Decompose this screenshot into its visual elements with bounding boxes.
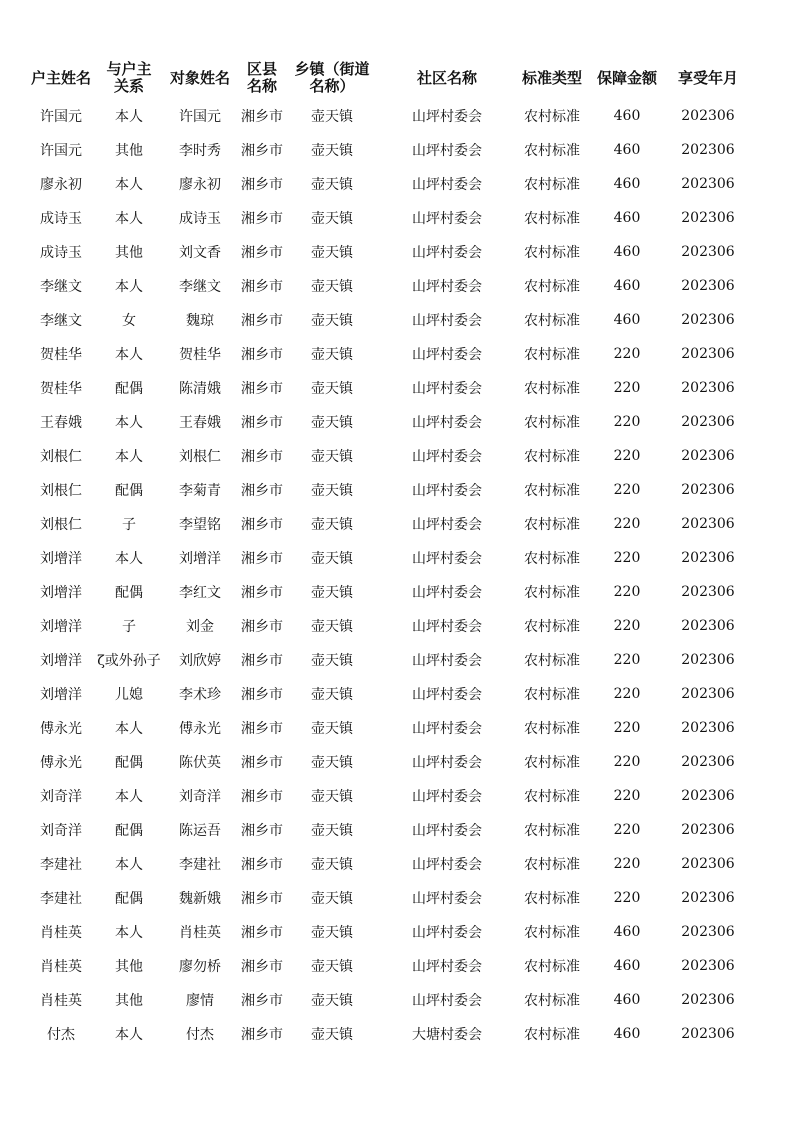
cell-community: 山坪村委会 <box>412 449 482 465</box>
cell-county: 湘乡市 <box>241 415 283 431</box>
cell-relationship: 配偶 <box>115 585 143 601</box>
cell-community: 山坪村委会 <box>412 993 482 1009</box>
cell-community: 山坪村委会 <box>412 415 482 431</box>
header-row <box>28 57 748 99</box>
table-row <box>28 303 748 337</box>
cell-household-head: 李建社 <box>40 891 82 907</box>
cell-period: 202306 <box>681 312 735 328</box>
cell-recipient-name: 廖情 <box>186 993 214 1009</box>
cell-period: 202306 <box>681 652 735 668</box>
cell-period: 202306 <box>681 686 735 702</box>
cell-relationship: 本人 <box>115 211 143 227</box>
cell-relationship: 本人 <box>115 449 143 465</box>
cell-township: 壶天镇 <box>311 823 353 839</box>
cell-county: 湘乡市 <box>241 789 283 805</box>
table-row <box>28 1017 748 1051</box>
cell-amount: 220 <box>613 618 641 634</box>
cell-amount: 460 <box>613 210 641 226</box>
cell-township: 壶天镇 <box>311 483 353 499</box>
cell-period: 202306 <box>681 176 735 192</box>
cell-standard-type: 农村标准 <box>524 143 580 159</box>
cell-community: 山坪村委会 <box>412 789 482 805</box>
cell-township: 壶天镇 <box>311 789 353 805</box>
cell-community: 山坪村委会 <box>412 551 482 567</box>
cell-amount: 460 <box>613 1026 641 1042</box>
header-amount: 保障金额 <box>596 68 657 87</box>
cell-community: 山坪村委会 <box>412 857 482 873</box>
cell-amount: 220 <box>613 686 641 702</box>
cell-relationship: 儿媳 <box>115 687 143 703</box>
cell-relationship: 本人 <box>115 721 143 737</box>
cell-household-head: 李建社 <box>40 857 82 873</box>
header-county: 区县 名称 <box>246 60 277 95</box>
table-row <box>28 201 748 235</box>
table-row <box>28 99 748 133</box>
table-row <box>28 983 748 1017</box>
cell-community: 山坪村委会 <box>412 177 482 193</box>
cell-period: 202306 <box>681 108 735 124</box>
cell-household-head: 刘增洋 <box>40 585 82 601</box>
cell-standard-type: 农村标准 <box>524 279 580 295</box>
cell-relationship: 本人 <box>115 177 143 193</box>
table-row <box>28 609 748 643</box>
cell-county: 湘乡市 <box>241 823 283 839</box>
cell-township: 壶天镇 <box>311 245 353 261</box>
cell-relationship: 配偶 <box>115 755 143 771</box>
cell-amount: 460 <box>613 312 641 328</box>
cell-standard-type: 农村标准 <box>524 585 580 601</box>
cell-standard-type: 农村标准 <box>524 449 580 465</box>
cell-recipient-name: 魏新娥 <box>179 891 221 907</box>
cell-township: 壶天镇 <box>311 517 353 533</box>
cell-standard-type: 农村标准 <box>524 109 580 125</box>
cell-relationship: ζ或外孙子 <box>97 653 161 669</box>
cell-recipient-name: 肖桂英 <box>179 925 221 941</box>
cell-relationship: 本人 <box>115 347 143 363</box>
cell-amount: 460 <box>613 958 641 974</box>
cell-period: 202306 <box>681 142 735 158</box>
cell-period: 202306 <box>681 618 735 634</box>
cell-relationship: 配偶 <box>115 891 143 907</box>
cell-standard-type: 农村标准 <box>524 619 580 635</box>
cell-relationship: 本人 <box>115 109 143 125</box>
cell-standard-type: 农村标准 <box>524 313 580 329</box>
cell-county: 湘乡市 <box>241 211 283 227</box>
cell-community: 山坪村委会 <box>412 483 482 499</box>
cell-township: 壶天镇 <box>311 687 353 703</box>
cell-community: 山坪村委会 <box>412 721 482 737</box>
cell-recipient-name: 贺桂华 <box>179 347 221 363</box>
cell-household-head: 许国元 <box>40 109 82 125</box>
cell-period: 202306 <box>681 516 735 532</box>
table-row <box>28 507 748 541</box>
cell-county: 湘乡市 <box>241 279 283 295</box>
cell-township: 壶天镇 <box>311 857 353 873</box>
cell-township: 壶天镇 <box>311 279 353 295</box>
cell-recipient-name: 李时秀 <box>179 143 221 159</box>
cell-county: 湘乡市 <box>241 551 283 567</box>
cell-standard-type: 农村标准 <box>524 687 580 703</box>
cell-community: 山坪村委会 <box>412 585 482 601</box>
cell-county: 湘乡市 <box>241 1027 283 1043</box>
cell-household-head: 刘增洋 <box>40 619 82 635</box>
cell-period: 202306 <box>681 788 735 804</box>
assistance-roster-table <box>28 57 748 1051</box>
cell-recipient-name: 李望铭 <box>179 517 221 533</box>
cell-county: 湘乡市 <box>241 585 283 601</box>
cell-township: 壶天镇 <box>311 211 353 227</box>
cell-amount: 220 <box>613 414 641 430</box>
cell-standard-type: 农村标准 <box>524 1027 580 1043</box>
cell-period: 202306 <box>681 890 735 906</box>
cell-community: 山坪村委会 <box>412 245 482 261</box>
cell-period: 202306 <box>681 584 735 600</box>
cell-county: 湘乡市 <box>241 687 283 703</box>
cell-period: 202306 <box>681 414 735 430</box>
cell-recipient-name: 刘增洋 <box>179 551 221 567</box>
cell-county: 湘乡市 <box>241 381 283 397</box>
cell-household-head: 刘根仁 <box>40 449 82 465</box>
cell-standard-type: 农村标准 <box>524 245 580 261</box>
cell-standard-type: 农村标准 <box>524 211 580 227</box>
cell-household-head: 肖桂英 <box>40 993 82 1009</box>
cell-household-head: 傅永光 <box>40 721 82 737</box>
cell-amount: 460 <box>613 924 641 940</box>
cell-county: 湘乡市 <box>241 109 283 125</box>
cell-recipient-name: 刘奇洋 <box>179 789 221 805</box>
cell-county: 湘乡市 <box>241 755 283 771</box>
cell-community: 大塘村委会 <box>412 1027 482 1043</box>
cell-township: 壶天镇 <box>311 109 353 125</box>
cell-relationship: 本人 <box>115 789 143 805</box>
cell-community: 山坪村委会 <box>412 959 482 975</box>
header-household-head-name: 户主姓名 <box>30 68 91 87</box>
cell-township: 壶天镇 <box>311 721 353 737</box>
table-row <box>28 133 748 167</box>
cell-county: 湘乡市 <box>241 619 283 635</box>
cell-amount: 220 <box>613 550 641 566</box>
cell-township: 壶天镇 <box>311 653 353 669</box>
cell-standard-type: 农村标准 <box>524 177 580 193</box>
cell-township: 壶天镇 <box>311 449 353 465</box>
cell-standard-type: 农村标准 <box>524 755 580 771</box>
cell-county: 湘乡市 <box>241 653 283 669</box>
cell-township: 壶天镇 <box>311 891 353 907</box>
cell-household-head: 刘根仁 <box>40 483 82 499</box>
table-row <box>28 167 748 201</box>
cell-period: 202306 <box>681 720 735 736</box>
cell-standard-type: 农村标准 <box>524 789 580 805</box>
cell-county: 湘乡市 <box>241 245 283 261</box>
cell-recipient-name: 李术珍 <box>179 687 221 703</box>
table-row <box>28 473 748 507</box>
cell-recipient-name: 廖勿桥 <box>179 959 221 975</box>
cell-community: 山坪村委会 <box>412 823 482 839</box>
cell-period: 202306 <box>681 856 735 872</box>
cell-recipient-name: 李继文 <box>179 279 221 295</box>
cell-recipient-name: 成诗玉 <box>179 211 221 227</box>
cell-community: 山坪村委会 <box>412 347 482 363</box>
cell-county: 湘乡市 <box>241 313 283 329</box>
cell-recipient-name: 魏琼 <box>186 313 214 329</box>
cell-county: 湘乡市 <box>241 177 283 193</box>
cell-township: 壶天镇 <box>311 381 353 397</box>
cell-amount: 220 <box>613 788 641 804</box>
cell-county: 湘乡市 <box>241 925 283 941</box>
cell-amount: 460 <box>613 142 641 158</box>
cell-period: 202306 <box>681 822 735 838</box>
cell-relationship: 本人 <box>115 551 143 567</box>
cell-amount: 220 <box>613 584 641 600</box>
cell-period: 202306 <box>681 346 735 362</box>
cell-county: 湘乡市 <box>241 959 283 975</box>
cell-recipient-name: 傅永光 <box>179 721 221 737</box>
cell-relationship: 女 <box>122 313 136 329</box>
cell-community: 山坪村委会 <box>412 687 482 703</box>
header-township: 乡镇（街道 名称） <box>294 60 370 95</box>
cell-recipient-name: 刘根仁 <box>179 449 221 465</box>
cell-household-head: 廖永初 <box>40 177 82 193</box>
table-row <box>28 779 748 813</box>
cell-recipient-name: 陈清娥 <box>179 381 221 397</box>
cell-township: 壶天镇 <box>311 755 353 771</box>
cell-standard-type: 农村标准 <box>524 415 580 431</box>
table-body <box>28 99 748 1051</box>
cell-relationship: 其他 <box>115 959 143 975</box>
cell-amount: 220 <box>613 720 641 736</box>
cell-household-head: 成诗玉 <box>40 211 82 227</box>
cell-household-head: 李继文 <box>40 313 82 329</box>
cell-community: 山坪村委会 <box>412 755 482 771</box>
cell-amount: 220 <box>613 380 641 396</box>
cell-standard-type: 农村标准 <box>524 347 580 363</box>
cell-amount: 460 <box>613 992 641 1008</box>
table-row <box>28 541 748 575</box>
cell-relationship: 配偶 <box>115 823 143 839</box>
cell-township: 壶天镇 <box>311 143 353 159</box>
cell-household-head: 刘增洋 <box>40 653 82 669</box>
cell-community: 山坪村委会 <box>412 211 482 227</box>
cell-county: 湘乡市 <box>241 517 283 533</box>
cell-household-head: 刘增洋 <box>40 551 82 567</box>
cell-community: 山坪村委会 <box>412 517 482 533</box>
cell-amount: 460 <box>613 176 641 192</box>
cell-period: 202306 <box>681 958 735 974</box>
cell-county: 湘乡市 <box>241 347 283 363</box>
cell-standard-type: 农村标准 <box>524 891 580 907</box>
cell-household-head: 肖桂英 <box>40 925 82 941</box>
cell-period: 202306 <box>681 754 735 770</box>
cell-recipient-name: 付杰 <box>186 1027 214 1043</box>
cell-township: 壶天镇 <box>311 551 353 567</box>
cell-household-head: 李继文 <box>40 279 82 295</box>
table-row <box>28 371 748 405</box>
table-row <box>28 337 748 371</box>
cell-household-head: 付杰 <box>47 1027 75 1043</box>
table-header <box>28 57 748 99</box>
cell-standard-type: 农村标准 <box>524 653 580 669</box>
cell-period: 202306 <box>681 1026 735 1042</box>
cell-community: 山坪村委会 <box>412 381 482 397</box>
cell-county: 湘乡市 <box>241 483 283 499</box>
table-row <box>28 405 748 439</box>
cell-standard-type: 农村标准 <box>524 517 580 533</box>
cell-township: 壶天镇 <box>311 959 353 975</box>
cell-recipient-name: 李建社 <box>179 857 221 873</box>
table-row <box>28 949 748 983</box>
cell-community: 山坪村委会 <box>412 109 482 125</box>
cell-household-head: 许国元 <box>40 143 82 159</box>
header-recipient-name: 对象姓名 <box>169 68 230 87</box>
cell-amount: 220 <box>613 482 641 498</box>
header-relationship: 与户主 关系 <box>106 60 152 95</box>
cell-relationship: 本人 <box>115 925 143 941</box>
table-row <box>28 881 748 915</box>
cell-recipient-name: 刘欣婷 <box>179 653 221 669</box>
cell-household-head: 傅永光 <box>40 755 82 771</box>
table-row <box>28 269 748 303</box>
cell-county: 湘乡市 <box>241 993 283 1009</box>
table-row <box>28 677 748 711</box>
cell-period: 202306 <box>681 244 735 260</box>
cell-relationship: 其他 <box>115 143 143 159</box>
table-row <box>28 643 748 677</box>
cell-relationship: 本人 <box>115 1027 143 1043</box>
cell-township: 壶天镇 <box>311 993 353 1009</box>
cell-township: 壶天镇 <box>311 1027 353 1043</box>
cell-community: 山坪村委会 <box>412 143 482 159</box>
cell-recipient-name: 刘金 <box>186 619 214 635</box>
cell-relationship: 本人 <box>115 279 143 295</box>
cell-recipient-name: 刘文香 <box>179 245 221 261</box>
cell-recipient-name: 陈运吾 <box>179 823 221 839</box>
cell-standard-type: 农村标准 <box>524 993 580 1009</box>
cell-recipient-name: 王春娥 <box>179 415 221 431</box>
table-row <box>28 745 748 779</box>
table-row <box>28 711 748 745</box>
cell-community: 山坪村委会 <box>412 891 482 907</box>
cell-relationship: 配偶 <box>115 483 143 499</box>
cell-amount: 220 <box>613 516 641 532</box>
cell-recipient-name: 陈伏英 <box>179 755 221 771</box>
cell-county: 湘乡市 <box>241 449 283 465</box>
cell-household-head: 肖桂英 <box>40 959 82 975</box>
cell-standard-type: 农村标准 <box>524 483 580 499</box>
cell-period: 202306 <box>681 380 735 396</box>
cell-household-head: 刘增洋 <box>40 687 82 703</box>
cell-township: 壶天镇 <box>311 585 353 601</box>
cell-amount: 220 <box>613 448 641 464</box>
cell-township: 壶天镇 <box>311 415 353 431</box>
header-period: 享受年月 <box>677 68 738 87</box>
cell-township: 壶天镇 <box>311 177 353 193</box>
cell-household-head: 刘奇洋 <box>40 823 82 839</box>
cell-amount: 220 <box>613 346 641 362</box>
cell-period: 202306 <box>681 448 735 464</box>
cell-standard-type: 农村标准 <box>524 381 580 397</box>
cell-county: 湘乡市 <box>241 891 283 907</box>
cell-recipient-name: 李红文 <box>179 585 221 601</box>
cell-period: 202306 <box>681 550 735 566</box>
cell-standard-type: 农村标准 <box>524 551 580 567</box>
cell-county: 湘乡市 <box>241 857 283 873</box>
cell-recipient-name: 廖永初 <box>179 177 221 193</box>
cell-household-head: 刘奇洋 <box>40 789 82 805</box>
table-row <box>28 235 748 269</box>
cell-amount: 460 <box>613 278 641 294</box>
cell-relationship: 本人 <box>115 415 143 431</box>
cell-household-head: 贺桂华 <box>40 347 82 363</box>
cell-amount: 220 <box>613 890 641 906</box>
cell-household-head: 成诗玉 <box>40 245 82 261</box>
cell-amount: 220 <box>613 754 641 770</box>
cell-amount: 220 <box>613 652 641 668</box>
table-row <box>28 575 748 609</box>
cell-period: 202306 <box>681 278 735 294</box>
cell-standard-type: 农村标准 <box>524 959 580 975</box>
cell-household-head: 王春娥 <box>40 415 82 431</box>
cell-recipient-name: 许国元 <box>179 109 221 125</box>
cell-standard-type: 农村标准 <box>524 823 580 839</box>
cell-county: 湘乡市 <box>241 721 283 737</box>
cell-community: 山坪村委会 <box>412 619 482 635</box>
cell-household-head: 贺桂华 <box>40 381 82 397</box>
cell-community: 山坪村委会 <box>412 925 482 941</box>
cell-relationship: 其他 <box>115 993 143 1009</box>
cell-township: 壶天镇 <box>311 925 353 941</box>
cell-amount: 220 <box>613 856 641 872</box>
cell-county: 湘乡市 <box>241 143 283 159</box>
cell-township: 壶天镇 <box>311 619 353 635</box>
cell-period: 202306 <box>681 482 735 498</box>
header-community: 社区名称 <box>416 68 477 87</box>
table-row <box>28 847 748 881</box>
cell-amount: 460 <box>613 244 641 260</box>
cell-relationship: 本人 <box>115 857 143 873</box>
cell-amount: 460 <box>613 108 641 124</box>
cell-recipient-name: 李菊青 <box>179 483 221 499</box>
cell-relationship: 子 <box>122 517 136 533</box>
cell-amount: 220 <box>613 822 641 838</box>
cell-community: 山坪村委会 <box>412 313 482 329</box>
cell-community: 山坪村委会 <box>412 279 482 295</box>
header-standard-type: 标准类型 <box>521 68 582 87</box>
cell-township: 壶天镇 <box>311 313 353 329</box>
cell-standard-type: 农村标准 <box>524 721 580 737</box>
cell-relationship: 子 <box>122 619 136 635</box>
cell-period: 202306 <box>681 924 735 940</box>
cell-community: 山坪村委会 <box>412 653 482 669</box>
cell-relationship: 其他 <box>115 245 143 261</box>
cell-period: 202306 <box>681 992 735 1008</box>
cell-period: 202306 <box>681 210 735 226</box>
table-row <box>28 915 748 949</box>
cell-standard-type: 农村标准 <box>524 857 580 873</box>
cell-township: 壶天镇 <box>311 347 353 363</box>
table-row <box>28 813 748 847</box>
cell-relationship: 配偶 <box>115 381 143 397</box>
cell-standard-type: 农村标准 <box>524 925 580 941</box>
table-row <box>28 439 748 473</box>
cell-household-head: 刘根仁 <box>40 517 82 533</box>
